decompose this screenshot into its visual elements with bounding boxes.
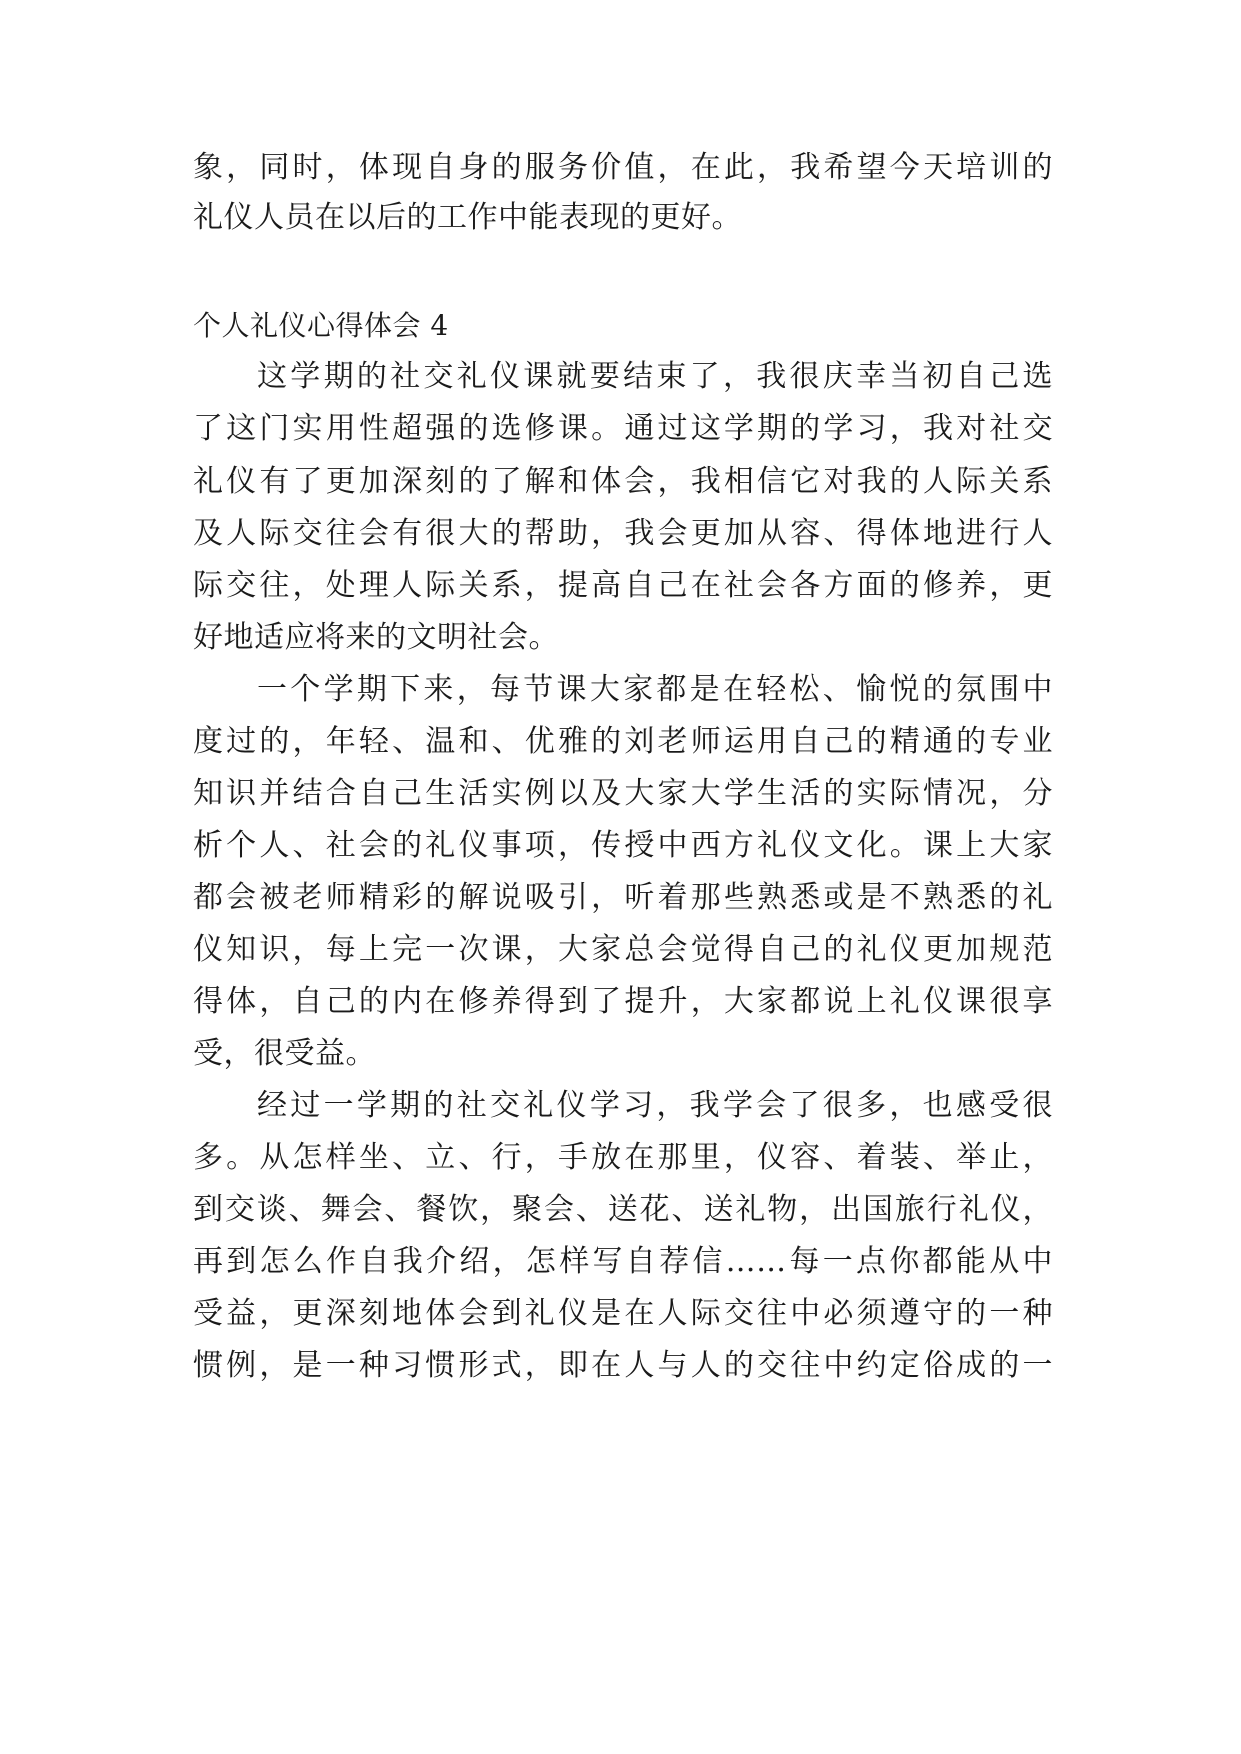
text-line: 得体，自己的内在修养得到了提升，大家都说上礼仪课很享	[193, 984, 1053, 1019]
text-line: 度过的，年轻、温和、优雅的刘老师运用自己的精通的专业	[193, 724, 1053, 759]
text-line: 及人际交往会有很大的帮助，我会更加从容、得体地进行人	[193, 516, 1053, 551]
text-line: 都会被老师精彩的解说吸引，听着那些熟悉或是不熟悉的礼	[193, 880, 1053, 915]
text-line: 这学期的社交礼仪课就要结束了，我很庆幸当初自己选	[257, 359, 1053, 394]
text-line: 受益，更深刻地体会到礼仪是在人际交往中必须遵守的一种	[193, 1296, 1053, 1331]
text-line: 象，同时，体现自身的服务价值，在此，我希望今天培训的	[193, 150, 1053, 185]
text-line: 仪知识，每上完一次课，大家总会觉得自己的礼仪更加规范	[193, 932, 1053, 967]
text-line: 多。从怎样坐、立、行，手放在那里，仪容、着装、举止，	[193, 1140, 1053, 1175]
text-line: 受，很受益。	[193, 1036, 376, 1071]
text-line: 好地适应将来的文明社会。	[193, 620, 559, 655]
text-line: 了这门实用性超强的选修课。通过这学期的学习，我对社交	[193, 411, 1053, 446]
text-line: 际交往，处理人际关系，提高自己在社会各方面的修养，更	[193, 568, 1053, 603]
text-line: 经过一学期的社交礼仪学习，我学会了很多，也感受很	[257, 1088, 1053, 1123]
text-line: 一个学期下来，每节课大家都是在轻松、愉悦的氛围中	[257, 672, 1053, 707]
section-title: 个人礼仪心得体会 4	[193, 309, 449, 342]
text-line: 知识并结合自己生活实例以及大家大学生活的实际情况，分	[193, 776, 1053, 811]
text-line: 礼仪有了更加深刻的了解和体会，我相信它对我的人际关系	[193, 464, 1053, 499]
text-line: 礼仪人员在以后的工作中能表现的更好。	[193, 200, 742, 235]
text-line: 到交谈、舞会、餐饮，聚会、送花、送礼物，出国旅行礼仪，	[193, 1192, 1053, 1227]
text-line: 惯例，是一种习惯形式，即在人与人的交往中约定俗成的一	[193, 1348, 1053, 1383]
text-line: 再到怎么作自我介绍，怎样写自荐信……每一点你都能从中	[193, 1244, 1053, 1279]
text-line: 析个人、社会的礼仪事项，传授中西方礼仪文化。课上大家	[193, 828, 1053, 863]
